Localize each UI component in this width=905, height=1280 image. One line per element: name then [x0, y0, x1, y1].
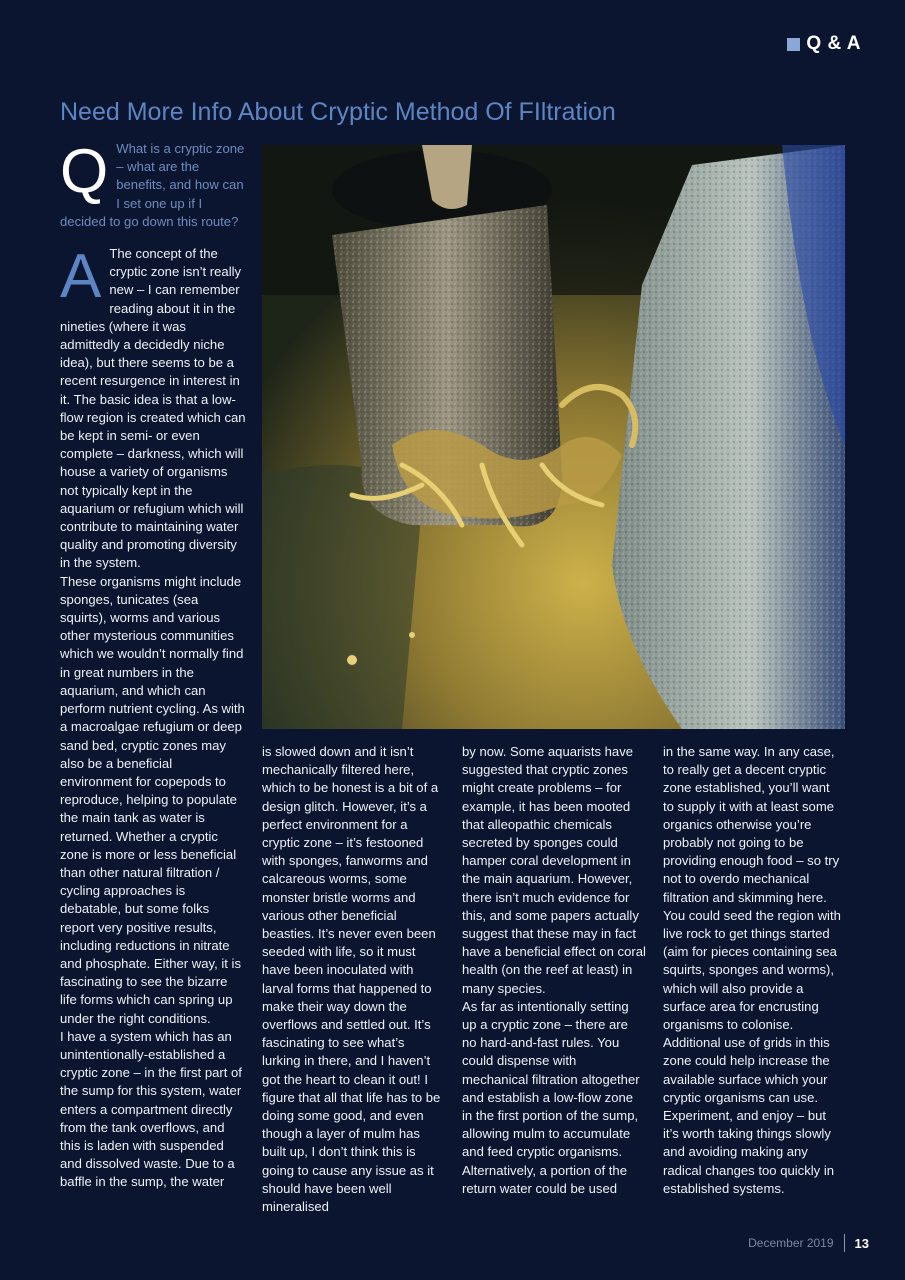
answer-initial: A [60, 242, 102, 312]
article-column-2 [262, 743, 444, 1216]
square-bullet-icon [787, 38, 800, 51]
column-2-paragraph-1: is slowed down and it isn’t mechanically filtered here, which to be honest is a bit of a design glitch. However, it’s a perfect environment for a cryptic zone – it’s festooned with sponges, fanworms and calcareous worms, some monster bristle worms and various other beneficial beasties. It’s never even been seeded with life, so it must have been inoculated with larval forms that happened to make their way down the overflows and settled out. It’s fascinating to see what’s lurking in there, and I haven’t got the heart to clean it out! I figure that all that life has to be doing some good, and even though a layer of mulm has built up, I don’t think this is going to cause any issue as it should have been well mineralised [262, 744, 441, 1215]
column-3-paragraph-2: As far as intentionally setting up a cryptic zone – there are no hard-and-fast rules. You could dispense with mechanical filtration altogether and establish a low-flow zone in the first portion of the sump, allowing mulm to accumulate and feed cryptic organisms. Alternatively, a portion of the return water could be used [462, 998, 640, 1196]
page-footer [748, 1234, 869, 1252]
answer-paragraph-3: I have a system which has an unintentionally-established a cryptic zone – in the first part of the sump for this system, water enters a compartment directly from the tank overflows, and this is laden with suspended and dissolved waste. Due to a baffle in the sump, the water [60, 1028, 242, 1190]
issue-date: December 2019 [748, 1236, 834, 1250]
question-text: What is a cryptic zone – what are the benefits, and how can I set one up if I decided to go down this route? [60, 141, 245, 229]
section-label-text: Q & A [806, 33, 861, 54]
column-4-paragraph-1: in the same way. In any case, to really get a decent cryptic zone established, you’ll want to supply it with at least some organics otherwise you’re probably not going to be providing enough food – so try not to overdo mechanical filtration and skimming here. You could seed the region with live rock to get things started (aim for pieces containing sea squirts, sponges and worms), which will also provide a surface area for encrusting organisms to colonise. Additional use of grids in this zone could help increase the available surface which your cryptic organisms can use. Experiment, and enjoy – but it’s worth taking things slowly and avoiding making any radical changes too quickly in established systems. [663, 744, 841, 1196]
article-title: Need More Info About Cryptic Method Of FIltration [60, 98, 616, 126]
question-block [60, 137, 246, 231]
article-column-1 [60, 137, 246, 1192]
answer-text-1: The concept of the cryptic zone isn’t really new – I can remember reading about it in the nineties (where it was admittedly a decidedly niche idea), but there seems to be a recent resurgence in interest in it. The basic idea is that a low-flow region is created which can be kept in semi- or even complete – darkness, which will house a variety of organisms not typically kept in the aquarium or refugium which will contribute to maintaining water quality and promoting diversity in the system. [60, 246, 246, 571]
question-initial: Q [60, 137, 109, 206]
sump-photo-illustration [262, 145, 845, 729]
column-3-paragraph-1: by now. Some aquarists have suggested that cryptic zones might create problems – for example, it has been mooted that alleopathic chemicals secreted by sponges could hamper coral development in the main aquarium. However, there isn’t much evidence for this, and some papers actually suggest that these may in fact have a beneficial effect on coral health (on the reef at least) in many species. [462, 744, 646, 996]
footer-divider [844, 1234, 845, 1252]
article-column-4 [663, 743, 843, 1198]
section-label [787, 33, 861, 55]
answer-paragraph-2: These organisms might include sponges, tunicates (sea squirts), worms and various other mysterious communities which we wouldn’t normally find in great numbers in the aquarium, and which can perform nutrient cycling. As with a macroalgae refugium or deep sand bed, cryptic zones may also be a beneficial environment for copepods to reproduce, helping to populate the main tank as water is returned. Whether a cryptic zone is more or less beneficial than other natural filtration / cycling approaches is debatable, but some folks report very positive results, including reductions in nitrate and phosphate. Either way, it is fascinating to see the bizarre life forms which can spring up under the right conditions. [60, 573, 245, 1026]
cryptic-zone-photo [262, 145, 845, 729]
page-number: 13 [854, 1235, 869, 1251]
article-column-3 [462, 743, 646, 1198]
answer-paragraph-1 [60, 242, 246, 573]
